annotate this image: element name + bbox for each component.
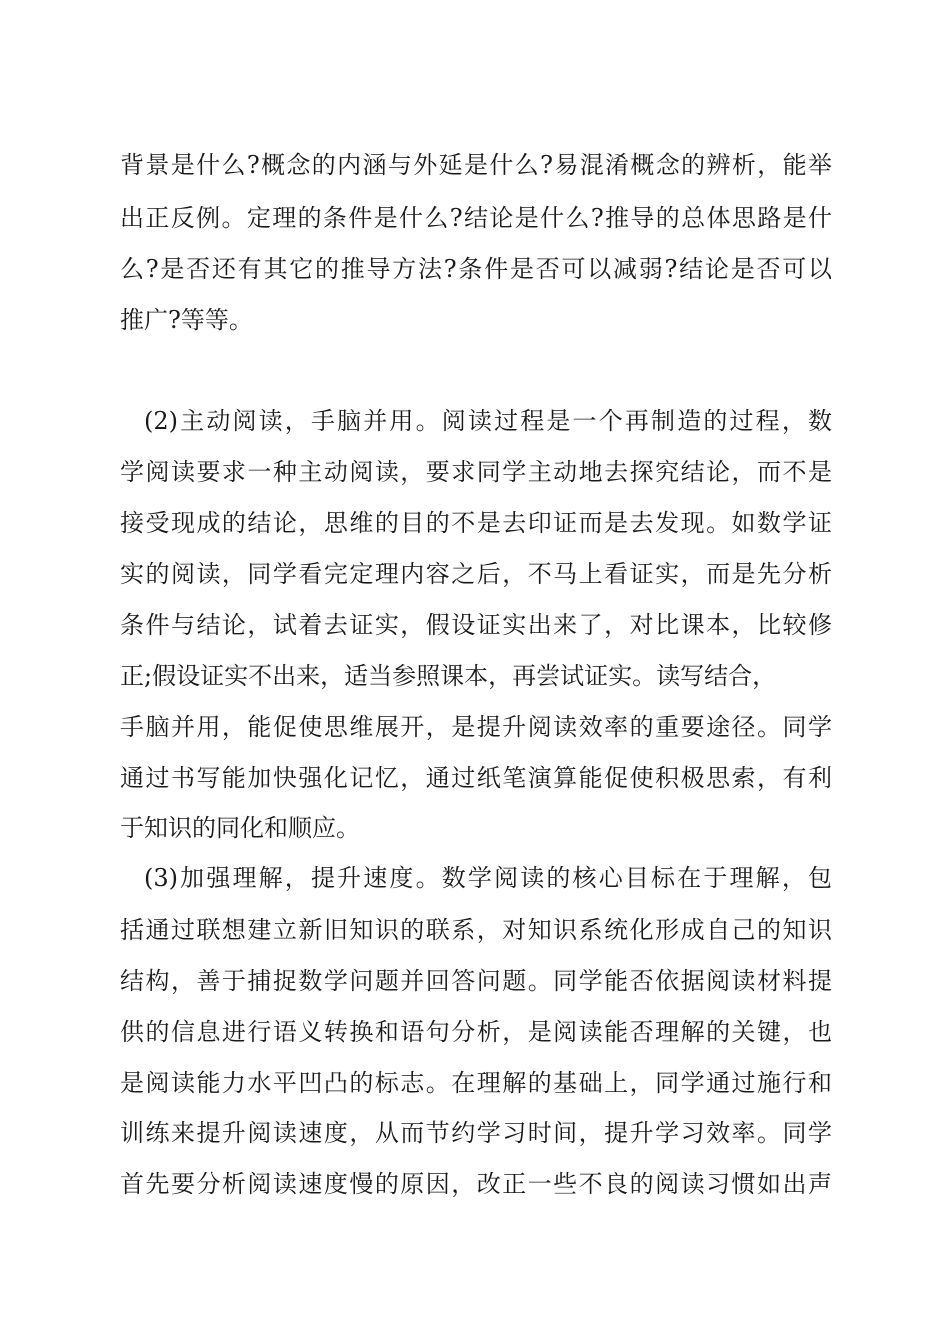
paragraph-3-line-6: 训练来提升阅读速度，从而节约学习时间，提升学习效率。同学 (120, 1119, 832, 1147)
paragraph-1-line-3: 么?是否还有其它的推导方法?条件是否可以减弱?结论是否可以 (120, 255, 832, 283)
paragraph-2-line-6: 正;假设证实不出来，适当参照课本，再尝试证实。读写结合， (120, 662, 777, 690)
paragraph-2-line-1: (2)主动阅读，手脑并用。阅读过程是一个再制造的过程，数 (144, 407, 832, 435)
paragraph-3-line-2: 括通过联想建立新旧知识的联系，对知识系统化形成自己的知识 (120, 916, 832, 944)
paragraph-1-line-1: 背景是什么?概念的内涵与外延是什么?易混淆概念的辨析，能举 (120, 151, 832, 179)
paragraph-3-line-4: 供的信息进行语义转换和语句分析，是阅读能否理解的关键，也 (120, 1018, 832, 1046)
paragraph-2-line-4: 实的阅读，同学看完定理内容之后，不马上看证实，而是先分析 (120, 560, 832, 588)
paragraph-2-line-5: 条件与结论，试着去证实，假设证实出来了，对比课本，比较修 (120, 611, 832, 639)
paragraph-2-line-2: 学阅读要求一种主动阅读，要求同学主动地去探究结论，而不是 (120, 458, 832, 486)
paragraph-3-line-1: (3)加强理解，提升速度。数学阅读的核心目标在于理解，包 (144, 864, 832, 892)
paragraph-1-line-4: 推广?等等。 (120, 306, 253, 334)
paragraph-3-line-7: 首先要分析阅读速度慢的原因，改正一些不良的阅读习惯如出声 (120, 1170, 832, 1198)
paragraph-2-line-8: 通过书写能加快强化记忆，通过纸笔演算能促使积极思索，有利 (120, 764, 832, 792)
paragraph-2-line-9: 于知识的同化和顺应。 (120, 814, 360, 842)
paragraph-3-line-5: 是阅读能力水平凹凸的标志。在理解的基础上，同学通过施行和 (120, 1069, 832, 1097)
paragraph-2-line-3: 接受现成的结论，思维的目的不是去印证而是去发现。如数学证 (120, 509, 832, 537)
paragraph-2-line-7: 手脑并用，能促使思维展开，是提升阅读效率的重要途径。同学 (120, 713, 832, 741)
paragraph-1-line-2: 出正反例。定理的条件是什么?结论是什么?推导的总体思路是什 (120, 204, 832, 232)
paragraph-3-line-3: 结构，善于捕捉数学问题并回答问题。同学能否依据阅读材料提 (120, 967, 832, 995)
